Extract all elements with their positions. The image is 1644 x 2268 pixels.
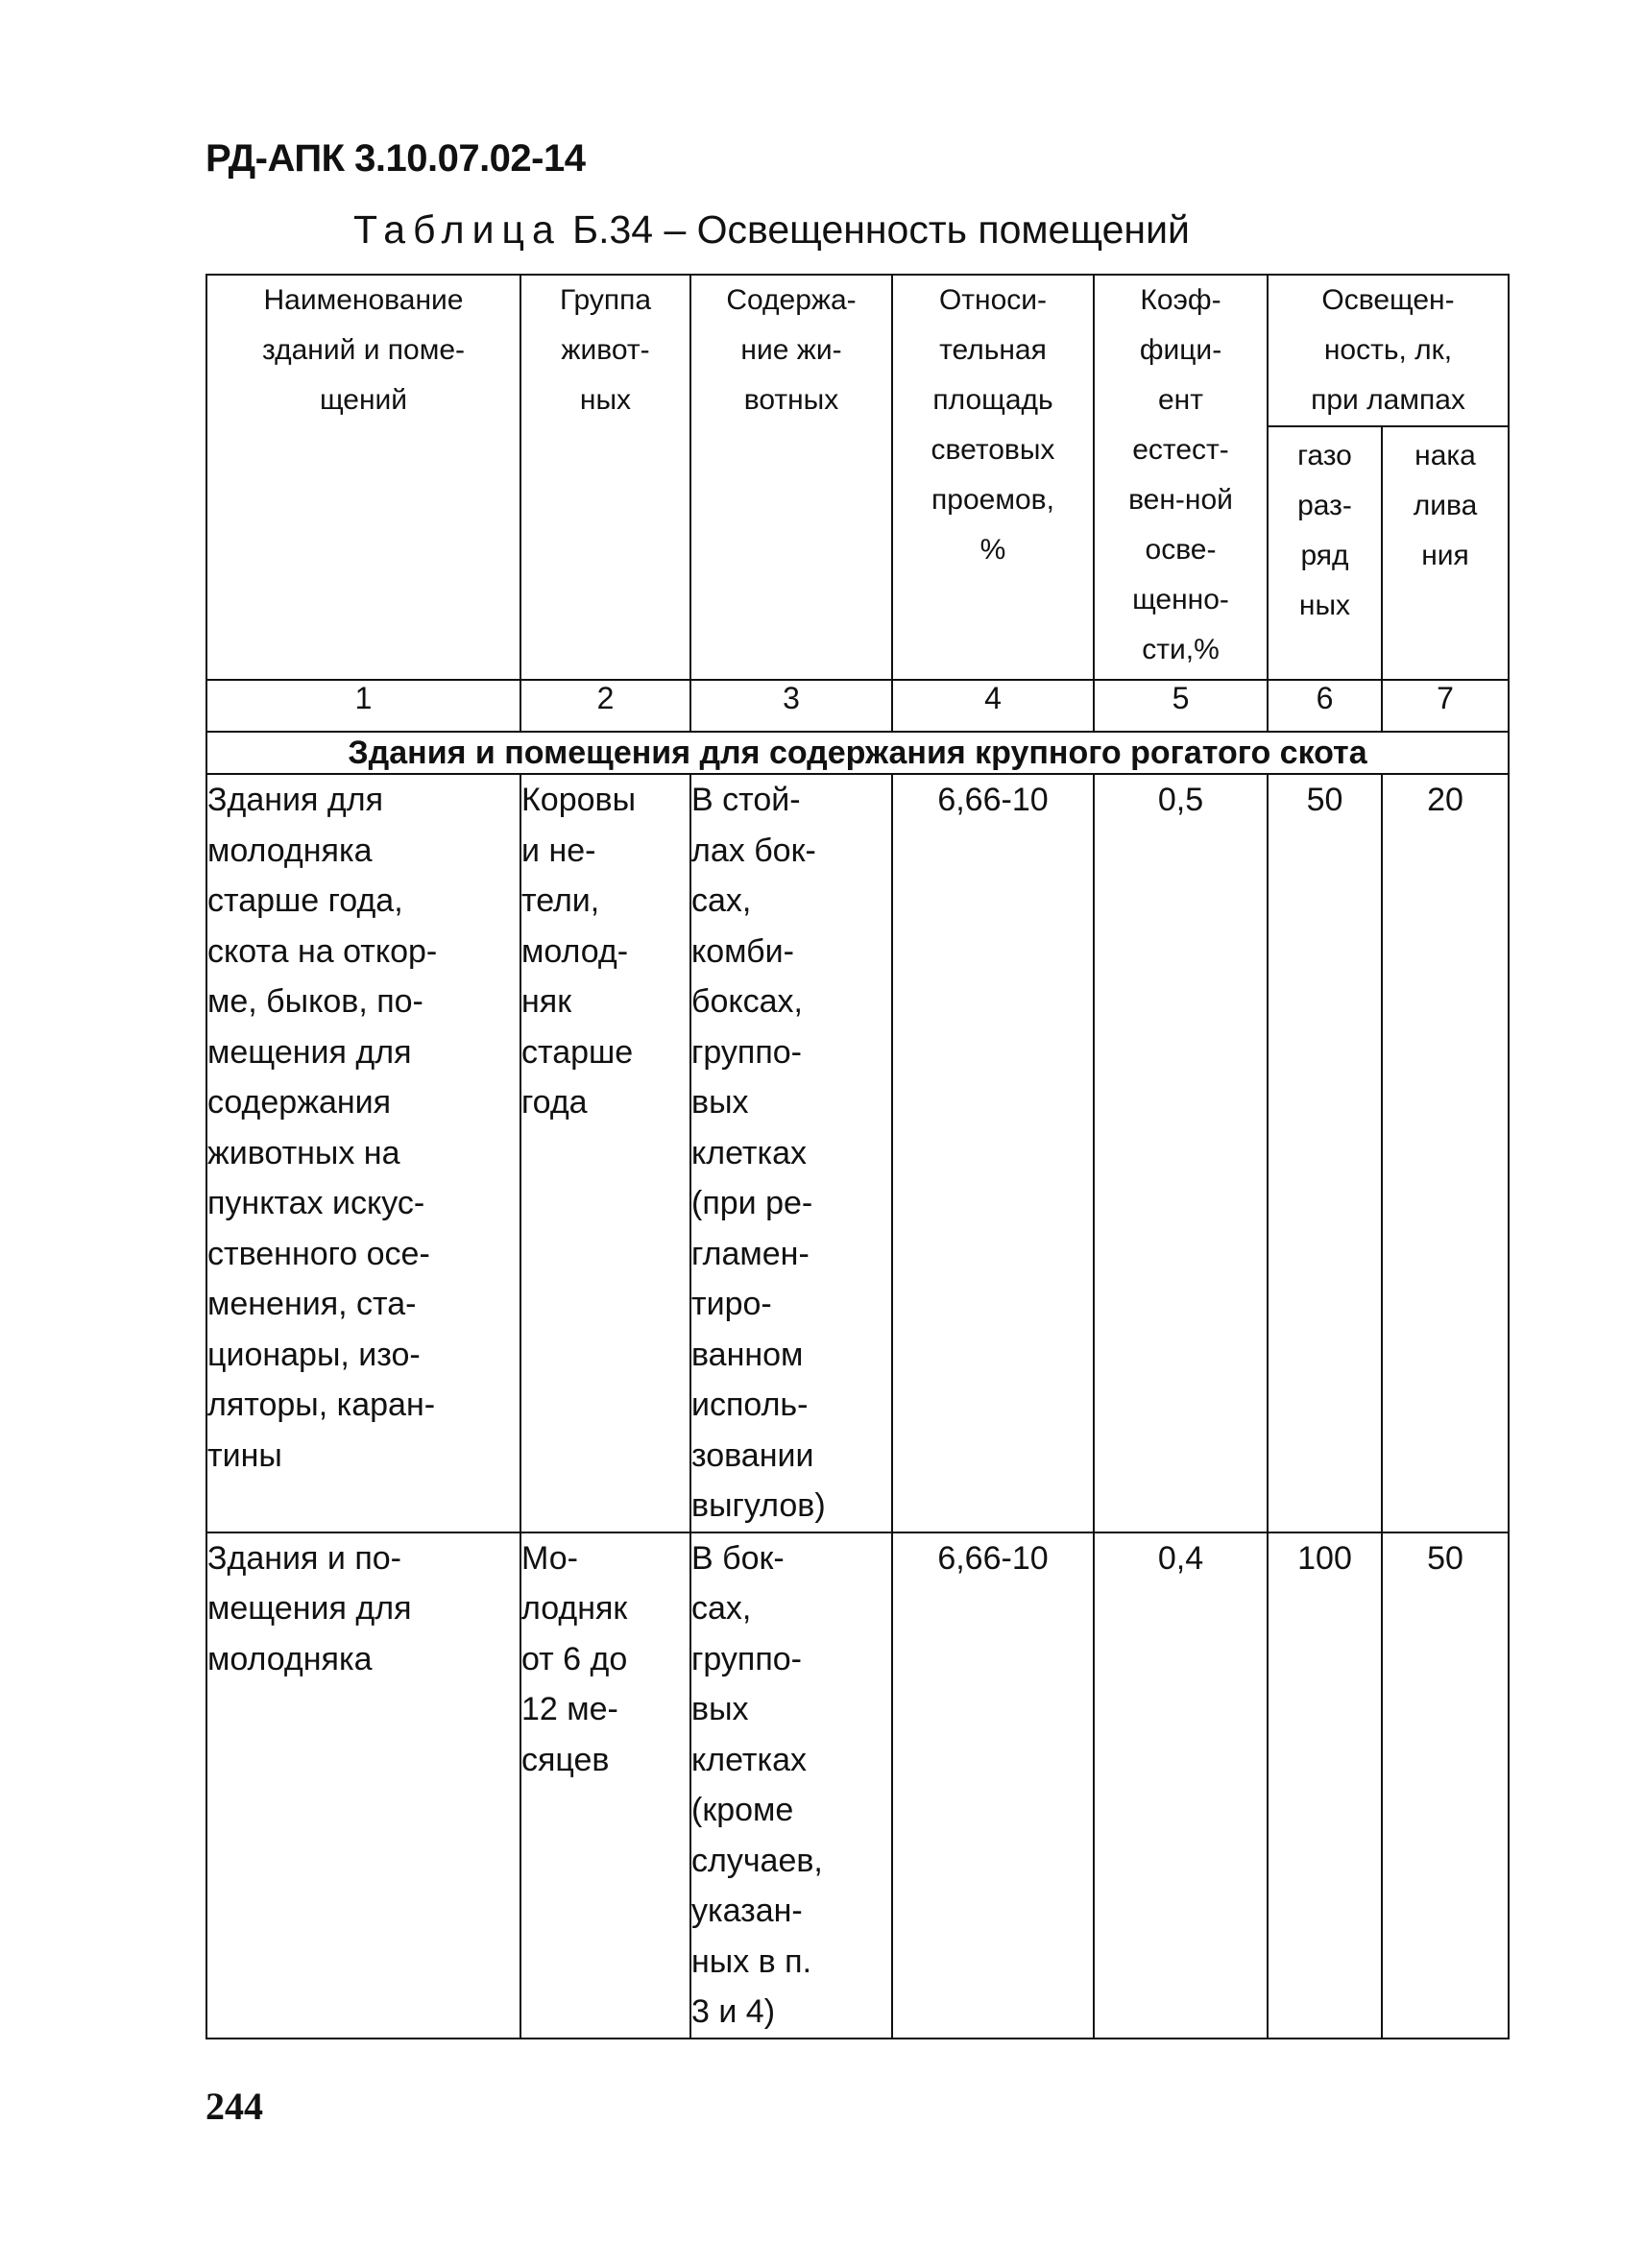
cell-window-area: 6,66-10 [892, 1532, 1094, 2039]
cell-building: Здания и по- мещения для молодняка [206, 1532, 520, 2039]
section-title: Здания и помещения для содержания крупного рогатого скота [206, 732, 1509, 774]
table-caption [353, 207, 1190, 253]
column-number: 3 [690, 680, 892, 732]
table-row [206, 1532, 1509, 2039]
column-header-housing: Содержа- ние жи- вотных [690, 275, 892, 680]
column-number: 4 [892, 680, 1094, 732]
column-number: 7 [1382, 680, 1509, 732]
column-number: 5 [1094, 680, 1268, 732]
table-caption-title: Б.34 – Освещенность помещений [572, 207, 1190, 252]
cell-window-area: 6,66-10 [892, 774, 1094, 1532]
cell-building: Здания для молодняка старше года, скота на откор- ме, быков, по- мещения для содержания животных на пунктах искус- ственного осе- менения, ста- ционары, изо- ляторы, каран- тины [206, 774, 520, 1532]
column-header-window-area: Относи- тельная площадь световых проемов, % [892, 275, 1094, 680]
cell-housing: В бок- сах, группо- вых клетках (кроме случаев, указан- ных в п. 3 и 4) [690, 1532, 892, 2039]
illumination-table [206, 274, 1510, 2039]
column-number: 6 [1268, 680, 1382, 732]
table-row [206, 774, 1509, 1532]
cell-daylight-coefficient: 0,5 [1094, 774, 1268, 1532]
page-number: 244 [206, 2085, 263, 2128]
table-caption-word: Таблица [353, 207, 562, 252]
column-header-animal-group: Группа живот- ных [520, 275, 690, 680]
document-code: РД-АПК 3.10.07.02-14 [206, 137, 586, 180]
cell-animal-group: Мо- лодняк от 6 до 12 ме- сяцев [520, 1532, 690, 2039]
cell-discharge-lx: 50 [1268, 774, 1382, 1532]
column-number-row [206, 680, 1509, 732]
section-row [206, 732, 1509, 774]
column-header-discharge-lamps: газо раз- ряд ных [1268, 426, 1382, 680]
cell-housing: В стой- лах бок- сах, комби- боксах, группо- вых клетках (при ре- гламен- тиро- ванном исполь- зовании выгулов) [690, 774, 892, 1532]
column-header-building: Наименование зданий и поме- щений [206, 275, 520, 680]
cell-animal-group: Коровы и не- тели, молод- няк старше года [520, 774, 690, 1532]
cell-incandescent-lx: 50 [1382, 1532, 1509, 2039]
column-header-illuminance: Освещен- ность, лк, при лампах [1268, 275, 1509, 426]
column-number: 1 [206, 680, 520, 732]
cell-discharge-lx: 100 [1268, 1532, 1382, 2039]
table-header-row [206, 275, 1509, 426]
column-header-daylight-coefficient: Коэф- фици- ент естест- вен-ной осве- щенно- сти,% [1094, 275, 1268, 680]
cell-daylight-coefficient: 0,4 [1094, 1532, 1268, 2039]
column-header-incandescent-lamps: нака лива ния [1382, 426, 1509, 680]
cell-incandescent-lx: 20 [1382, 774, 1509, 1532]
column-number: 2 [520, 680, 690, 732]
